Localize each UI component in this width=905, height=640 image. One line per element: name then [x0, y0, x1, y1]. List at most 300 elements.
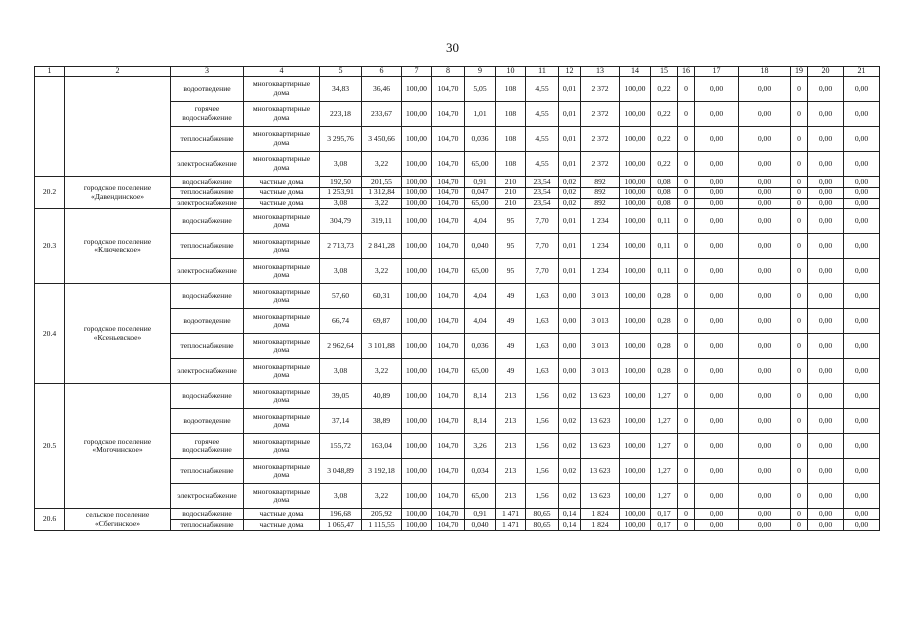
table-cell: 0,00 [808, 359, 844, 384]
column-header: 13 [581, 67, 620, 77]
table-cell: 0,00 [844, 102, 880, 127]
housing-type: многоквартирные дома [244, 459, 320, 484]
table-cell: 34,83 [320, 77, 362, 102]
housing-type: многоквартирные дома [244, 234, 320, 259]
table-cell: 1,56 [526, 434, 559, 459]
table-cell: 0 [791, 484, 808, 509]
table-cell: 0,00 [844, 434, 880, 459]
table-cell: 0,00 [808, 309, 844, 334]
settlement-name [65, 77, 171, 177]
table-cell: 0 [791, 309, 808, 334]
table-cell: 5,05 [465, 77, 496, 102]
table-cell: 100,00 [402, 434, 432, 459]
table-cell: 4,55 [526, 152, 559, 177]
table-cell: 0,00 [739, 409, 791, 434]
table-cell: 892 [581, 187, 620, 198]
table-cell: 104,70 [432, 459, 465, 484]
service-type: электроснабжение [171, 484, 244, 509]
table-cell: 0 [678, 127, 695, 152]
table-cell: 0,00 [695, 409, 739, 434]
housing-type: многоквартирные дома [244, 384, 320, 409]
table-cell: 0,036 [465, 334, 496, 359]
table-cell: 223,18 [320, 102, 362, 127]
table-cell: 0,28 [651, 334, 678, 359]
service-type: электроснабжение [171, 198, 244, 209]
table-cell: 100,00 [620, 198, 651, 209]
table-cell: 0,22 [651, 152, 678, 177]
column-header: 4 [244, 67, 320, 77]
table-cell: 0,00 [808, 187, 844, 198]
table-cell: 8,14 [465, 409, 496, 434]
table-cell: 69,87 [362, 309, 402, 334]
table-cell: 2 841,28 [362, 234, 402, 259]
table-cell: 0 [678, 234, 695, 259]
table-cell: 0,01 [559, 152, 581, 177]
table-cell: 0,00 [844, 309, 880, 334]
table-cell: 0,00 [739, 459, 791, 484]
table-cell: 0,01 [559, 102, 581, 127]
column-header: 21 [844, 67, 880, 77]
table-cell: 104,70 [432, 102, 465, 127]
table-cell: 100,00 [620, 187, 651, 198]
table-cell: 100,00 [402, 177, 432, 188]
housing-type: частные дома [244, 177, 320, 188]
table-cell: 0 [791, 434, 808, 459]
table-cell: 0,00 [695, 334, 739, 359]
table-cell: 3 048,89 [320, 459, 362, 484]
table-cell: 7,70 [526, 234, 559, 259]
table-cell: 3,08 [320, 152, 362, 177]
group-number: 20.5 [35, 384, 65, 509]
table-cell: 0,00 [739, 384, 791, 409]
table-cell: 100,00 [402, 259, 432, 284]
column-header: 17 [695, 67, 739, 77]
table-cell: 0,22 [651, 77, 678, 102]
table-cell: 3 192,18 [362, 459, 402, 484]
table-cell: 1 824 [581, 520, 620, 531]
group-number [35, 77, 65, 177]
table-cell: 0 [678, 102, 695, 127]
table-cell: 0,00 [695, 384, 739, 409]
table-cell: 0 [678, 334, 695, 359]
table-cell: 104,70 [432, 127, 465, 152]
table-cell: 0,00 [739, 177, 791, 188]
table-cell: 0 [678, 177, 695, 188]
table-cell: 0,00 [844, 484, 880, 509]
table-cell: 100,00 [620, 520, 651, 531]
table-cell: 0,01 [559, 77, 581, 102]
table-cell: 0,02 [559, 459, 581, 484]
table-cell: 1,63 [526, 334, 559, 359]
table-cell: 100,00 [620, 102, 651, 127]
table-cell: 4,55 [526, 127, 559, 152]
table-cell: 0,00 [739, 209, 791, 234]
table-cell: 66,74 [320, 309, 362, 334]
table-cell: 95 [496, 234, 526, 259]
table-cell: 0,00 [559, 334, 581, 359]
table-cell: 100,00 [402, 152, 432, 177]
table-cell: 100,00 [620, 177, 651, 188]
table-cell: 0,040 [465, 520, 496, 531]
table-cell: 0,00 [695, 259, 739, 284]
table-cell: 100,00 [402, 102, 432, 127]
column-header: 14 [620, 67, 651, 77]
service-type: теплоснабжение [171, 520, 244, 531]
table-cell: 0,00 [808, 127, 844, 152]
table-cell: 4,55 [526, 102, 559, 127]
housing-type: многоквартирные дома [244, 284, 320, 309]
table-cell: 3,08 [320, 359, 362, 384]
table-cell: 0 [791, 409, 808, 434]
table-cell: 213 [496, 409, 526, 434]
table-cell: 0 [791, 187, 808, 198]
settlement-name: городское поселение «Ключевское» [65, 209, 171, 284]
table-cell: 104,70 [432, 77, 465, 102]
table-cell: 49 [496, 334, 526, 359]
table-cell: 0,00 [739, 77, 791, 102]
table-cell: 100,00 [402, 520, 432, 531]
service-type: водоотведение [171, 77, 244, 102]
table-cell: 23,54 [526, 187, 559, 198]
table-cell: 0,00 [695, 309, 739, 334]
settlement-name: сельское поселение «Сбегинское» [65, 509, 171, 531]
table-cell: 0 [678, 359, 695, 384]
table-cell: 100,00 [402, 209, 432, 234]
table-cell: 0,11 [651, 234, 678, 259]
table-row [35, 384, 880, 409]
table-cell: 0,00 [844, 384, 880, 409]
table-cell: 213 [496, 459, 526, 484]
table-cell: 0,11 [651, 209, 678, 234]
table-cell: 0,00 [695, 520, 739, 531]
table-cell: 0 [678, 484, 695, 509]
table-cell: 0 [791, 209, 808, 234]
table-cell: 100,00 [620, 127, 651, 152]
housing-type: многоквартирные дома [244, 259, 320, 284]
table-cell: 3,22 [362, 259, 402, 284]
table-cell: 100,00 [620, 434, 651, 459]
housing-type: многоквартирные дома [244, 359, 320, 384]
table-cell: 0 [678, 459, 695, 484]
table-cell: 892 [581, 177, 620, 188]
table-cell: 100,00 [402, 359, 432, 384]
table-cell: 3,26 [465, 434, 496, 459]
table-cell: 0 [678, 409, 695, 434]
table-cell: 0,14 [559, 509, 581, 520]
table-cell: 38,89 [362, 409, 402, 434]
table-cell: 23,54 [526, 198, 559, 209]
table-cell: 1,27 [651, 409, 678, 434]
table-cell: 65,00 [465, 198, 496, 209]
table-cell: 104,70 [432, 209, 465, 234]
table-cell: 13 623 [581, 459, 620, 484]
table-cell: 201,55 [362, 177, 402, 188]
table-cell: 0,00 [695, 177, 739, 188]
table-cell: 0,00 [695, 152, 739, 177]
table-cell: 0,01 [559, 209, 581, 234]
table-cell: 104,70 [432, 359, 465, 384]
table-cell: 1 312,84 [362, 187, 402, 198]
table-cell: 0,00 [808, 198, 844, 209]
table-cell: 0,00 [844, 359, 880, 384]
table-cell: 0 [791, 102, 808, 127]
column-header: 5 [320, 67, 362, 77]
table-cell: 0,00 [844, 259, 880, 284]
tariff-table [34, 66, 880, 531]
table-cell: 3,22 [362, 484, 402, 509]
table-cell: 192,50 [320, 177, 362, 188]
table-cell: 3,22 [362, 152, 402, 177]
table-cell: 100,00 [620, 259, 651, 284]
table-cell: 0,02 [559, 484, 581, 509]
table-cell: 0,00 [739, 334, 791, 359]
table-cell: 0 [678, 209, 695, 234]
table-cell: 0 [791, 284, 808, 309]
table-cell: 0,00 [739, 152, 791, 177]
table-cell: 0,00 [739, 198, 791, 209]
table-cell: 0 [678, 384, 695, 409]
table-cell: 0,00 [844, 152, 880, 177]
table-cell: 0,00 [739, 520, 791, 531]
table-cell: 1 234 [581, 209, 620, 234]
table-cell: 100,00 [620, 234, 651, 259]
table-cell: 36,46 [362, 77, 402, 102]
table-cell: 2 372 [581, 102, 620, 127]
table-cell: 7,70 [526, 259, 559, 284]
table-cell: 0,00 [808, 77, 844, 102]
table-cell: 2 372 [581, 77, 620, 102]
table-cell: 0,00 [695, 509, 739, 520]
housing-type: многоквартирные дома [244, 127, 320, 152]
table-cell: 0,00 [739, 509, 791, 520]
group-number: 20.3 [35, 209, 65, 284]
table-cell: 49 [496, 284, 526, 309]
housing-type: частные дома [244, 198, 320, 209]
table-cell: 100,00 [402, 77, 432, 102]
service-type: теплоснабжение [171, 187, 244, 198]
table-cell: 65,00 [465, 359, 496, 384]
table-cell: 0 [791, 384, 808, 409]
table-cell: 0,02 [559, 187, 581, 198]
table-cell: 3 101,88 [362, 334, 402, 359]
table-cell: 0,00 [695, 198, 739, 209]
table-cell: 0,00 [695, 209, 739, 234]
table-cell: 100,00 [402, 334, 432, 359]
table-cell: 104,70 [432, 334, 465, 359]
table-cell: 0,00 [739, 127, 791, 152]
column-header: 15 [651, 67, 678, 77]
column-header: 9 [465, 67, 496, 77]
table-cell: 0,22 [651, 127, 678, 152]
table-cell: 100,00 [402, 284, 432, 309]
table-cell: 0,00 [739, 187, 791, 198]
table-cell: 0,00 [844, 409, 880, 434]
table-cell: 210 [496, 177, 526, 188]
table-cell: 0,00 [695, 459, 739, 484]
table-cell: 4,04 [465, 209, 496, 234]
table-cell: 0,00 [808, 334, 844, 359]
table-row [35, 509, 880, 520]
table-cell: 0 [678, 309, 695, 334]
table-cell: 104,70 [432, 177, 465, 188]
table-cell: 1,63 [526, 309, 559, 334]
table-cell: 0,00 [808, 234, 844, 259]
table-cell: 39,05 [320, 384, 362, 409]
table-cell: 210 [496, 198, 526, 209]
table-cell: 100,00 [402, 198, 432, 209]
table-cell: 0,11 [651, 259, 678, 284]
table-cell: 0,00 [559, 359, 581, 384]
service-type: электроснабжение [171, 259, 244, 284]
column-header: 19 [791, 67, 808, 77]
table-cell: 0,00 [808, 409, 844, 434]
table-cell: 1,56 [526, 484, 559, 509]
table-cell: 0,00 [739, 284, 791, 309]
table-cell: 104,70 [432, 309, 465, 334]
table-cell: 3,22 [362, 359, 402, 384]
table-cell: 0 [791, 198, 808, 209]
table-cell: 0,08 [651, 187, 678, 198]
table-cell: 0,00 [739, 102, 791, 127]
table-cell: 0 [678, 77, 695, 102]
service-type: водоснабжение [171, 509, 244, 520]
table-cell: 100,00 [620, 459, 651, 484]
table-cell: 0,00 [695, 359, 739, 384]
table-cell: 0 [791, 177, 808, 188]
table-cell: 0,28 [651, 284, 678, 309]
housing-type: многоквартирные дома [244, 309, 320, 334]
table-cell: 155,72 [320, 434, 362, 459]
table-cell: 213 [496, 434, 526, 459]
table-cell: 0,00 [695, 77, 739, 102]
table-cell: 4,04 [465, 284, 496, 309]
table-cell: 100,00 [620, 384, 651, 409]
housing-type: многоквартирные дома [244, 209, 320, 234]
table-cell: 100,00 [402, 409, 432, 434]
table-cell: 0,17 [651, 520, 678, 531]
table-cell: 0,00 [808, 384, 844, 409]
table-cell: 304,79 [320, 209, 362, 234]
table-cell: 0,00 [844, 77, 880, 102]
table-cell: 1,63 [526, 359, 559, 384]
table-cell: 100,00 [620, 284, 651, 309]
table-cell: 0,00 [844, 234, 880, 259]
table-cell: 100,00 [620, 484, 651, 509]
table-cell: 108 [496, 102, 526, 127]
settlement-name: городское поселение «Ксеньевское» [65, 284, 171, 384]
table-cell: 100,00 [402, 309, 432, 334]
table-cell: 3 013 [581, 359, 620, 384]
table-cell: 104,70 [432, 259, 465, 284]
table-cell: 100,00 [402, 384, 432, 409]
table-cell: 0 [678, 187, 695, 198]
table-cell: 13 623 [581, 484, 620, 509]
table-cell: 0,00 [808, 152, 844, 177]
table-cell: 0,00 [808, 284, 844, 309]
table-cell: 2 372 [581, 127, 620, 152]
column-header: 1 [35, 67, 65, 77]
settlement-name: городское поселение «Могочинское» [65, 384, 171, 509]
table-cell: 1 253,91 [320, 187, 362, 198]
table-cell: 1,27 [651, 459, 678, 484]
housing-type: многоквартирные дома [244, 152, 320, 177]
column-header: 8 [432, 67, 465, 77]
table-cell: 0,040 [465, 234, 496, 259]
table-cell: 0,08 [651, 177, 678, 188]
table-cell: 100,00 [620, 209, 651, 234]
table-cell: 1 065,47 [320, 520, 362, 531]
table-cell: 4,55 [526, 77, 559, 102]
table-cell: 0,02 [559, 177, 581, 188]
housing-type: многоквартирные дома [244, 409, 320, 434]
table-cell: 2 713,73 [320, 234, 362, 259]
table-cell: 49 [496, 359, 526, 384]
group-number: 20.4 [35, 284, 65, 384]
table-cell: 95 [496, 209, 526, 234]
table-cell: 0,00 [808, 509, 844, 520]
service-type: теплоснабжение [171, 334, 244, 359]
table-cell: 13 623 [581, 434, 620, 459]
table-cell: 37,14 [320, 409, 362, 434]
table-cell: 0,00 [844, 187, 880, 198]
table-cell: 233,67 [362, 102, 402, 127]
table-cell: 100,00 [620, 309, 651, 334]
table-cell: 104,70 [432, 234, 465, 259]
table-cell: 0 [791, 359, 808, 384]
table-cell: 100,00 [402, 234, 432, 259]
table-cell: 1,27 [651, 434, 678, 459]
header-row [35, 67, 880, 77]
table-cell: 0,00 [695, 187, 739, 198]
table-cell: 0,91 [465, 509, 496, 520]
table-cell: 4,04 [465, 309, 496, 334]
table-cell: 0 [791, 334, 808, 359]
table-cell: 100,00 [620, 334, 651, 359]
table-cell: 95 [496, 259, 526, 284]
table-cell: 1 471 [496, 520, 526, 531]
table-cell: 23,54 [526, 177, 559, 188]
table-cell: 0,02 [559, 198, 581, 209]
table-cell: 319,11 [362, 209, 402, 234]
table-cell: 0 [791, 509, 808, 520]
table-row [35, 177, 880, 188]
table-cell: 100,00 [402, 484, 432, 509]
table-cell: 0,00 [844, 284, 880, 309]
table-cell: 1 471 [496, 509, 526, 520]
table-row [35, 77, 880, 102]
table-cell: 0,036 [465, 127, 496, 152]
table-row [35, 284, 880, 309]
table-cell: 104,70 [432, 284, 465, 309]
table-cell: 210 [496, 187, 526, 198]
column-header: 12 [559, 67, 581, 77]
service-type: водоснабжение [171, 209, 244, 234]
table-cell: 0 [791, 234, 808, 259]
column-header: 10 [496, 67, 526, 77]
service-type: водоснабжение [171, 177, 244, 188]
table-cell: 65,00 [465, 152, 496, 177]
table-cell: 0,02 [559, 434, 581, 459]
table-cell: 7,70 [526, 209, 559, 234]
column-header: 2 [65, 67, 171, 77]
service-type: горячее водоснабжение [171, 434, 244, 459]
table-cell: 0,00 [844, 520, 880, 531]
service-type: водоотведение [171, 409, 244, 434]
table-cell: 0 [791, 152, 808, 177]
table-cell: 0,28 [651, 359, 678, 384]
table-cell: 213 [496, 484, 526, 509]
table-cell: 0,00 [844, 209, 880, 234]
